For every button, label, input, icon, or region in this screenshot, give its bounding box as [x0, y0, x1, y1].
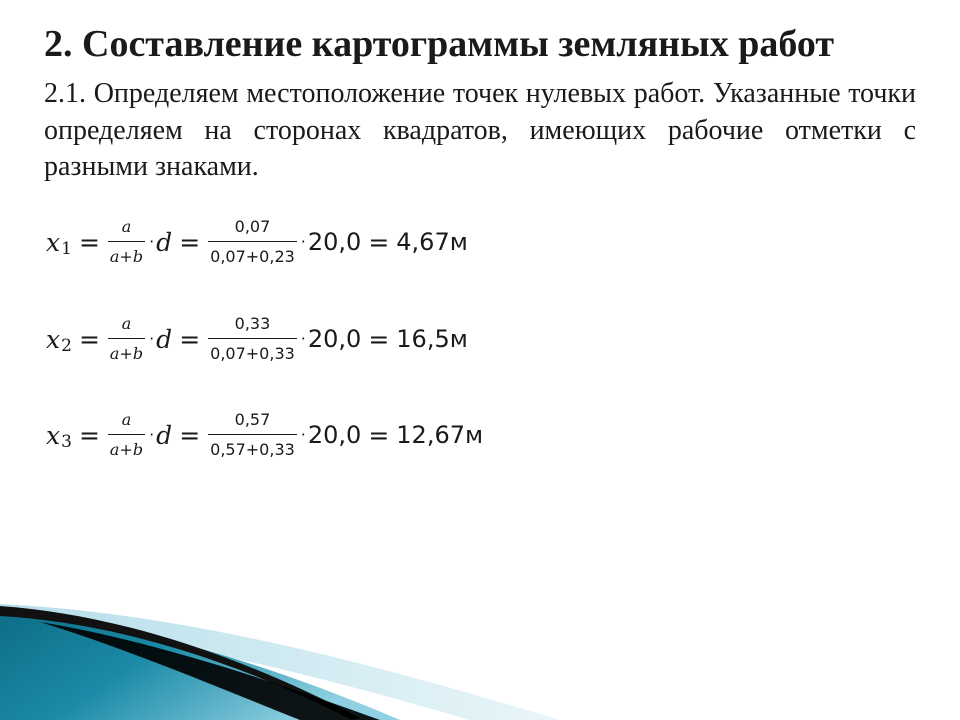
formula-x3	[46, 405, 483, 465]
formula-subscript: 2	[61, 336, 72, 356]
equals-sign: =	[78, 324, 100, 354]
multiply-dot: ·	[300, 328, 306, 348]
fraction-numerator: a	[121, 313, 132, 333]
d-symbol: d	[156, 227, 173, 257]
equals-sign: =	[78, 227, 100, 257]
fraction-numerator: 0,07	[234, 216, 271, 236]
numeric-fraction	[208, 309, 297, 369]
fraction-denominator: 0,07+0,33	[210, 344, 295, 364]
equals-sign: =	[368, 227, 390, 257]
equals-sign: =	[368, 420, 390, 450]
formula-variable: x	[46, 324, 61, 354]
numeric-fraction	[208, 405, 297, 465]
fraction-denominator: a+b	[109, 440, 144, 460]
fraction-numerator: 0,57	[234, 409, 271, 429]
equals-sign: =	[179, 227, 201, 257]
symbolic-fraction	[108, 212, 145, 272]
fraction-numerator: a	[121, 409, 132, 429]
d-symbol: d	[156, 420, 173, 450]
fraction-denominator: 0,07+0,23	[210, 247, 295, 267]
multiplier-value: 20,0	[307, 421, 362, 449]
multiply-dot: ·	[300, 231, 306, 251]
equals-sign: =	[179, 324, 201, 354]
numeric-fraction	[208, 212, 297, 272]
fraction-bar	[108, 338, 145, 339]
multiplier-value: 20,0	[307, 325, 362, 353]
formula-x1	[46, 212, 468, 272]
fraction-denominator: a+b	[109, 344, 144, 364]
multiply-dot: ·	[149, 328, 155, 348]
multiply-dot: ·	[300, 424, 306, 444]
formula-variable: x	[46, 420, 61, 450]
equals-sign: =	[368, 324, 390, 354]
fraction-bar	[108, 241, 145, 242]
fraction-bar	[208, 241, 297, 242]
formula-result: 16,5м	[396, 325, 468, 353]
formula-result: 12,67м	[396, 421, 484, 449]
fraction-denominator: a+b	[109, 247, 144, 267]
formula-subscript: 1	[61, 239, 72, 259]
formula-variable: x	[46, 227, 61, 257]
equals-sign: =	[179, 420, 201, 450]
fraction-bar	[208, 338, 297, 339]
d-symbol: d	[156, 324, 173, 354]
equals-sign: =	[78, 420, 100, 450]
multiply-dot: ·	[149, 231, 155, 251]
fraction-numerator: 0,33	[234, 313, 271, 333]
formula-result: 4,67м	[396, 228, 468, 256]
fraction-bar	[208, 434, 297, 435]
slide-title: 2. Составление картограммы земляных работ	[44, 23, 835, 65]
formula-subscript: 3	[61, 432, 72, 452]
symbolic-fraction	[108, 405, 145, 465]
formula-x2	[46, 309, 468, 369]
multiplier-value: 20,0	[307, 228, 362, 256]
multiply-dot: ·	[149, 424, 155, 444]
fraction-denominator: 0,57+0,33	[210, 440, 295, 460]
intro-paragraph: 2.1. Определяем местоположение точек нулевых работ. Указанные точки определяем на сторонах квадратов, имеющих рабочие отметки с разными знаками.	[44, 78, 916, 182]
fraction-numerator: a	[121, 216, 132, 236]
fraction-bar	[108, 434, 145, 435]
symbolic-fraction	[108, 309, 145, 369]
